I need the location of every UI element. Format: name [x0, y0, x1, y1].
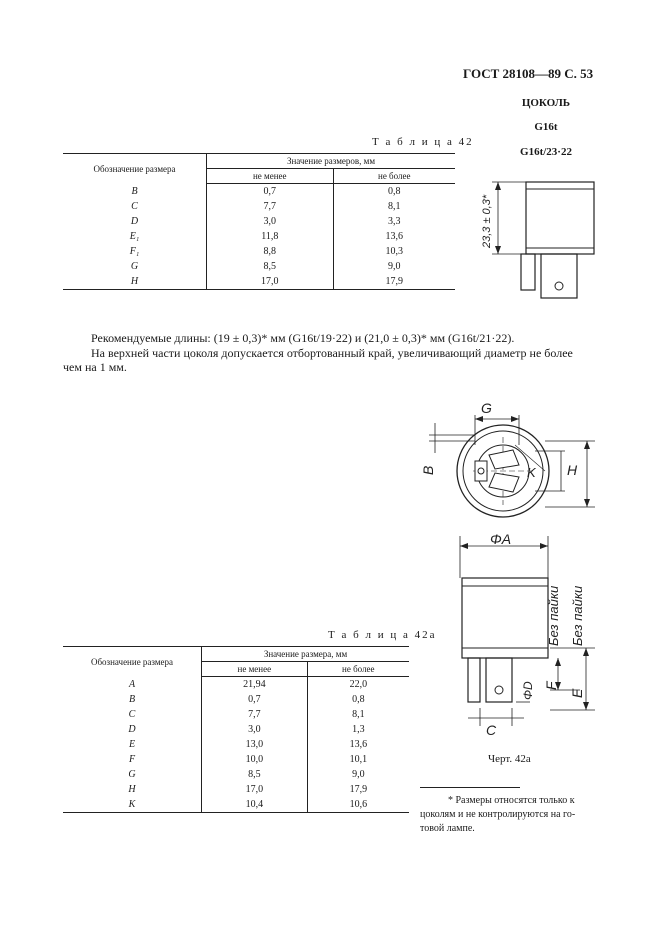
min-value: 13,0: [202, 737, 308, 752]
max-value: 8,1: [352, 709, 365, 720]
table42a: [63, 646, 409, 813]
min-value: 17,0: [207, 274, 334, 290]
table-row: [63, 737, 409, 752]
max-value: 0,8: [388, 186, 401, 197]
label-h: H: [567, 462, 578, 478]
label-a: ΦA: [490, 531, 512, 547]
label-c: C: [486, 722, 497, 738]
max-value: 9,0: [388, 261, 401, 272]
table-row: [63, 244, 455, 259]
min-value: 3,0: [202, 722, 308, 737]
size-label: E: [63, 737, 202, 752]
base-title: ЦОКОЛЬ: [521, 97, 571, 109]
base-side-drawing: [468, 168, 598, 308]
max-value: 0,8: [352, 694, 365, 705]
footnote-line1: * Размеры относятся только к: [448, 795, 575, 806]
table42a-col-max: не более: [307, 662, 409, 677]
bez-paiki-1: Без пайки: [546, 585, 561, 646]
bez-paiki-2: Без пайки: [570, 585, 585, 646]
base-side-view-drawing: [420, 530, 610, 745]
min-value: 8,8: [207, 244, 334, 259]
min-value: 7,7: [207, 199, 334, 214]
footnote-line2: цоколям и не контролируются на го-: [420, 809, 576, 820]
min-value: 10,0: [202, 752, 308, 767]
base-top-view-drawing: [415, 395, 610, 530]
dim-23-3: 23,3 ± 0,3*: [481, 194, 493, 248]
type-title-1: G16t: [534, 121, 558, 133]
size-label: F₁: [63, 244, 207, 259]
base-body-side: [462, 578, 548, 658]
max-value: 3,3: [388, 216, 401, 227]
max-value: 10,3: [385, 246, 404, 257]
table42-col-max: не более: [333, 169, 455, 184]
size-label: D: [63, 722, 202, 737]
max-value: 13,6: [385, 231, 404, 242]
size-label: E₁: [63, 229, 207, 244]
label-e: E: [569, 688, 585, 698]
drawing-caption: Черт. 42а: [488, 753, 531, 765]
table-row: [63, 692, 409, 707]
table-row: [63, 797, 409, 813]
flange-note-line2: чем на 1 мм.: [63, 360, 127, 374]
max-value: 9,0: [352, 769, 365, 780]
table-row: [63, 274, 455, 290]
min-value: 3,0: [207, 214, 334, 229]
size-label: H: [63, 782, 202, 797]
label-b: B: [420, 465, 436, 475]
min-value: 0,7: [202, 692, 308, 707]
base-body: [526, 182, 594, 254]
table42a-col-name: Обозначение размера: [63, 647, 202, 677]
size-label: G: [63, 767, 202, 782]
table-row: [63, 677, 409, 693]
type-title-2: G16t/23·22: [520, 146, 572, 158]
min-value: 8,5: [207, 259, 334, 274]
max-value: 8,1: [388, 201, 401, 212]
table-row: [63, 722, 409, 737]
max-value: 1,3: [352, 724, 365, 735]
max-value: 22,0: [349, 679, 368, 690]
size-label: G: [63, 259, 207, 274]
table42-col-min: не менее: [207, 169, 334, 184]
pin-right-side: [486, 658, 512, 702]
table42: [63, 153, 455, 290]
size-label: C: [63, 199, 207, 214]
size-label: K: [63, 797, 202, 813]
label-g: G: [481, 400, 492, 416]
size-label: B: [63, 692, 202, 707]
size-label: F: [63, 752, 202, 767]
min-value: 8,5: [202, 767, 308, 782]
min-value: 10,4: [202, 797, 308, 813]
pin-left-side: [468, 658, 480, 702]
max-value: 10,1: [349, 754, 368, 765]
min-value: 11,8: [207, 229, 334, 244]
table42-caption: Т а б л и ц а 42: [372, 136, 474, 148]
size-label: C: [63, 707, 202, 722]
label-k: K: [527, 465, 536, 480]
max-value: 17,9: [349, 784, 368, 795]
min-value: 0,7: [207, 184, 334, 200]
table42-col-value: Значение размеров, мм: [286, 156, 376, 166]
size-label: B: [63, 184, 207, 200]
table-row: [63, 707, 409, 722]
page-header: ГОСТ 28108—89 С. 53: [463, 66, 594, 81]
min-value: 7,7: [202, 707, 308, 722]
max-value: 13,6: [349, 739, 368, 750]
table42-col-name: Обозначение размера: [63, 154, 207, 184]
table-row: [63, 767, 409, 782]
flange-note-line1: На верхней части цоколя допускается отбортованный край, увеличивающий диаметр не более: [91, 346, 573, 360]
size-label: H: [63, 274, 207, 290]
table-row: [63, 214, 455, 229]
table42a-caption: Т а б л и ц а 42а: [328, 629, 437, 641]
table-row: [63, 752, 409, 767]
table42a-col-value: Значение размера, мм: [263, 649, 348, 659]
max-value: 17,9: [385, 276, 404, 287]
footnote-rule: [420, 787, 520, 788]
label-f: F: [543, 681, 559, 690]
min-value: 21,94: [202, 677, 308, 693]
pin-right: [541, 254, 577, 298]
max-value: 10,6: [349, 799, 368, 810]
table42a-col-min: не менее: [202, 662, 308, 677]
label-d: ΦD: [521, 681, 535, 700]
min-value: 17,0: [202, 782, 308, 797]
table-row: [63, 199, 455, 214]
size-label: A: [63, 677, 202, 693]
pin-left: [521, 254, 535, 290]
table-row: [63, 782, 409, 797]
table-row: [63, 259, 455, 274]
table-row: [63, 184, 455, 200]
recommended-lengths: Рекомендуемые длины: (19 ± 0,3)* мм (G16t/19·22) и (21,0 ± 0,3)* мм (G16t/21·22).: [91, 331, 515, 345]
table-row: [63, 229, 455, 244]
footnote-line3: товой лампе.: [420, 823, 475, 834]
size-label: D: [63, 214, 207, 229]
